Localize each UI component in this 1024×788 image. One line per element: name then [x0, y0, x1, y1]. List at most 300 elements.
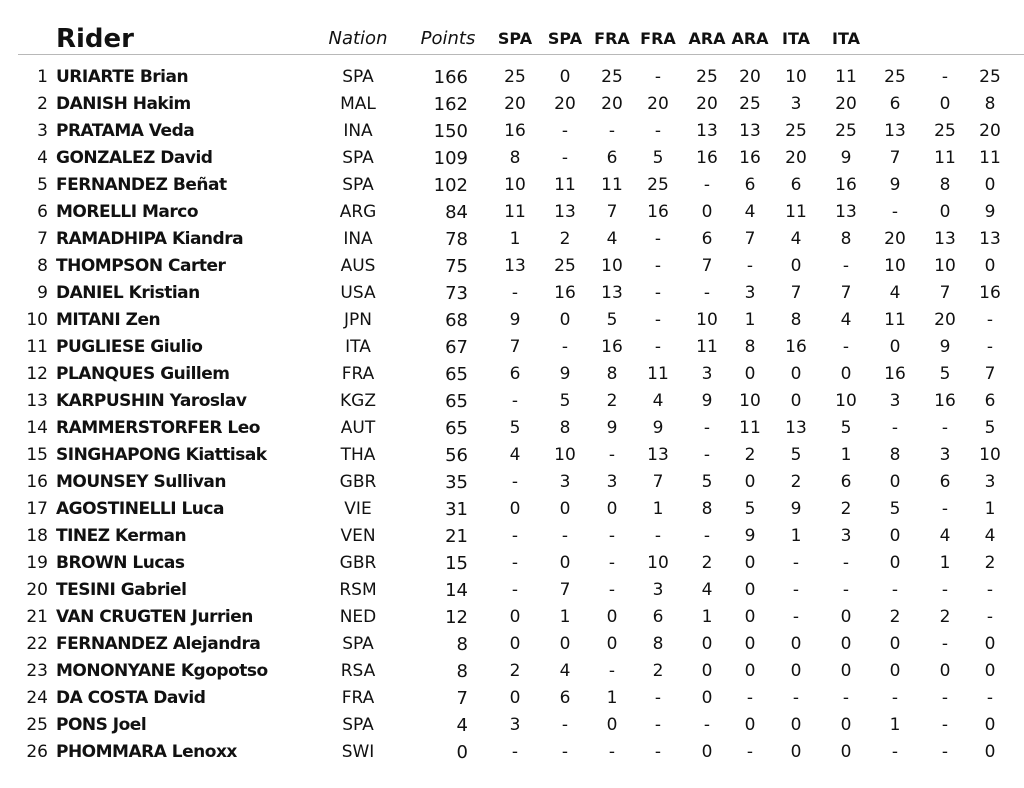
race-result-cell: 13: [554, 202, 576, 222]
points-cell: 4: [456, 715, 468, 736]
race-result-cell: -: [792, 688, 800, 708]
race-result-cell: 8: [840, 229, 852, 249]
race-result-cell: -: [842, 337, 850, 357]
race-result-cell: 10: [934, 256, 956, 276]
points-cell: 7: [456, 688, 468, 709]
header-race-10: [925, 22, 965, 56]
race-result-cell: 16: [884, 364, 906, 384]
points-cell: 8: [456, 661, 468, 682]
nation-cell: JPN: [344, 310, 372, 330]
rider-name-cell: AGOSTINELLI Luca: [56, 499, 224, 519]
table-row: [0, 685, 1024, 712]
race-result-cell: 4: [840, 310, 852, 330]
race-result-cell: -: [511, 472, 519, 492]
race-result-cell: 16: [696, 148, 718, 168]
race-result-cell: 13: [934, 229, 956, 249]
table-row: [0, 280, 1024, 307]
race-result-cell: 0: [744, 634, 756, 654]
race-result-cell: -: [654, 256, 662, 276]
race-result-cell: -: [703, 418, 711, 438]
rider-rows: [0, 64, 1024, 766]
table-row: [0, 361, 1024, 388]
race-result-cell: 0: [744, 553, 756, 573]
nation-cell: RSA: [340, 661, 376, 681]
points-cell: 102: [433, 175, 468, 196]
race-result-cell: 0: [889, 526, 901, 546]
race-result-cell: 8: [652, 634, 664, 654]
race-result-cell: 0: [509, 499, 521, 519]
race-result-cell: -: [986, 607, 994, 627]
nation-cell: RSM: [339, 580, 377, 600]
race-result-cell: 9: [744, 526, 756, 546]
rider-name-cell: VAN CRUGTEN Jurrien: [56, 607, 253, 627]
race-result-cell: 4: [984, 526, 996, 546]
race-result-cell: 11: [884, 310, 906, 330]
race-result-cell: 9: [652, 418, 664, 438]
race-result-cell: 16: [647, 202, 669, 222]
table-row: [0, 334, 1024, 361]
race-result-cell: 0: [606, 715, 618, 735]
race-result-cell: 0: [939, 661, 951, 681]
points-cell: 0: [456, 742, 468, 763]
race-result-cell: 8: [559, 418, 571, 438]
position-cell: 3: [37, 121, 48, 141]
race-result-cell: 13: [884, 121, 906, 141]
race-result-cell: -: [654, 742, 662, 762]
race-result-cell: 2: [790, 472, 802, 492]
race-result-cell: 2: [559, 229, 571, 249]
race-result-cell: -: [842, 256, 850, 276]
race-result-cell: 0: [889, 634, 901, 654]
race-result-cell: 6: [652, 607, 664, 627]
rider-name-cell: RAMMERSTORFER Leo: [56, 418, 260, 438]
race-result-cell: -: [608, 445, 616, 465]
race-result-cell: 20: [884, 229, 906, 249]
race-result-cell: -: [511, 526, 519, 546]
position-cell: 21: [26, 607, 48, 627]
race-result-cell: 2: [606, 391, 618, 411]
nation-cell: MAL: [340, 94, 376, 114]
race-result-cell: 11: [696, 337, 718, 357]
header-points: Points: [420, 28, 476, 49]
race-result-cell: -: [891, 742, 899, 762]
race-result-cell: 20: [739, 67, 761, 87]
race-result-cell: 1: [984, 499, 996, 519]
table-row: [0, 199, 1024, 226]
nation-cell: AUT: [340, 418, 376, 438]
race-result-cell: 6: [509, 364, 521, 384]
rider-name-cell: GONZALEZ David: [56, 148, 213, 168]
race-result-cell: 5: [790, 445, 802, 465]
points-cell: 65: [445, 391, 468, 412]
race-result-cell: 0: [744, 472, 756, 492]
race-result-cell: 4: [559, 661, 571, 681]
race-result-cell: 1: [790, 526, 802, 546]
race-result-cell: -: [561, 715, 569, 735]
race-result-cell: 7: [889, 148, 901, 168]
race-result-cell: -: [941, 418, 949, 438]
race-result-cell: 6: [939, 472, 951, 492]
nation-cell: GBR: [339, 553, 377, 573]
header-rider: Rider: [56, 24, 134, 54]
race-result-cell: 1: [652, 499, 664, 519]
nation-cell: GBR: [339, 472, 377, 492]
race-result-cell: 25: [647, 175, 669, 195]
race-result-cell: 3: [744, 283, 756, 303]
race-result-cell: 16: [504, 121, 526, 141]
table-row: [0, 631, 1024, 658]
table-row: [0, 523, 1024, 550]
race-result-cell: 4: [652, 391, 664, 411]
position-cell: 7: [37, 229, 48, 249]
race-result-cell: 25: [979, 67, 1001, 87]
position-cell: 13: [26, 391, 48, 411]
position-cell: 16: [26, 472, 48, 492]
table-row: [0, 658, 1024, 685]
race-result-cell: -: [561, 121, 569, 141]
race-result-cell: 13: [647, 445, 669, 465]
race-result-cell: 3: [984, 472, 996, 492]
race-result-cell: 2: [939, 607, 951, 627]
header-race-4: FRA: [640, 29, 676, 48]
position-cell: 23: [26, 661, 48, 681]
rider-name-cell: BROWN Lucas: [56, 553, 185, 573]
nation-cell: FRA: [341, 688, 375, 708]
race-result-cell: 0: [606, 634, 618, 654]
race-result-cell: 6: [606, 148, 618, 168]
race-result-cell: -: [941, 580, 949, 600]
race-result-cell: 0: [509, 688, 521, 708]
race-result-cell: 2: [652, 661, 664, 681]
race-result-cell: -: [511, 283, 519, 303]
table-row: [0, 253, 1024, 280]
race-result-cell: -: [941, 688, 949, 708]
race-result-cell: 0: [840, 661, 852, 681]
race-result-cell: 0: [701, 661, 713, 681]
header-race-1: SPA: [497, 29, 533, 48]
points-cell: 8: [456, 634, 468, 655]
race-result-cell: 3: [939, 445, 951, 465]
race-result-cell: 5: [701, 472, 713, 492]
position-cell: 25: [26, 715, 48, 735]
race-result-cell: 7: [509, 337, 521, 357]
race-result-cell: 3: [790, 94, 802, 114]
race-result-cell: -: [746, 256, 754, 276]
race-result-cell: 20: [934, 310, 956, 330]
position-cell: 2: [37, 94, 48, 114]
race-result-cell: 10: [835, 391, 857, 411]
points-cell: 35: [445, 472, 468, 493]
race-result-cell: 6: [840, 472, 852, 492]
race-result-cell: 4: [790, 229, 802, 249]
race-result-cell: 25: [934, 121, 956, 141]
race-result-cell: 6: [559, 688, 571, 708]
race-result-cell: 2: [744, 445, 756, 465]
table-row: [0, 226, 1024, 253]
points-cell: 162: [433, 94, 468, 115]
race-result-cell: 5: [984, 418, 996, 438]
race-result-cell: 13: [601, 283, 623, 303]
race-result-cell: 4: [889, 283, 901, 303]
race-result-cell: 1: [606, 688, 618, 708]
race-result-cell: 8: [889, 445, 901, 465]
race-result-cell: 13: [739, 121, 761, 141]
race-result-cell: 20: [696, 94, 718, 114]
race-result-cell: 0: [559, 310, 571, 330]
race-result-cell: 1: [889, 715, 901, 735]
race-result-cell: 8: [701, 499, 713, 519]
race-result-cell: -: [941, 742, 949, 762]
race-result-cell: 0: [840, 607, 852, 627]
race-result-cell: 0: [790, 715, 802, 735]
race-result-cell: 13: [835, 202, 857, 222]
race-result-cell: 0: [559, 634, 571, 654]
points-cell: 56: [445, 445, 468, 466]
race-result-cell: -: [792, 607, 800, 627]
points-cell: 15: [445, 553, 468, 574]
race-result-cell: -: [746, 742, 754, 762]
race-result-cell: 0: [790, 391, 802, 411]
race-result-cell: -: [842, 553, 850, 573]
race-result-cell: 1: [939, 553, 951, 573]
points-cell: 166: [433, 67, 468, 88]
position-cell: 18: [26, 526, 48, 546]
table-row: [0, 550, 1024, 577]
race-result-cell: 11: [835, 67, 857, 87]
points-cell: 31: [445, 499, 468, 520]
race-result-cell: -: [511, 553, 519, 573]
nation-cell: SPA: [342, 67, 374, 87]
header-race-9: [875, 22, 915, 56]
position-cell: 19: [26, 553, 48, 573]
race-result-cell: 16: [785, 337, 807, 357]
nation-cell: KGZ: [340, 391, 376, 411]
rider-name-cell: PLANQUES Guillem: [56, 364, 230, 384]
race-result-cell: -: [608, 742, 616, 762]
race-result-cell: 0: [984, 175, 996, 195]
race-result-cell: 0: [790, 364, 802, 384]
header-race-3: FRA: [594, 29, 630, 48]
header-race-6: ARA: [731, 29, 769, 48]
rider-name-cell: PONS Joel: [56, 715, 147, 735]
race-result-cell: -: [654, 229, 662, 249]
header-race-2: SPA: [547, 29, 583, 48]
rider-name-cell: RAMADHIPA Kiandra: [56, 229, 244, 249]
race-result-cell: 2: [984, 553, 996, 573]
points-cell: 14: [445, 580, 468, 601]
race-result-cell: 10: [739, 391, 761, 411]
race-result-cell: 8: [744, 337, 756, 357]
race-result-cell: 20: [601, 94, 623, 114]
race-result-cell: -: [792, 553, 800, 573]
race-result-cell: -: [654, 337, 662, 357]
race-result-cell: -: [608, 526, 616, 546]
table-row: [0, 739, 1024, 766]
nation-cell: ARG: [339, 202, 377, 222]
nation-cell: SWI: [341, 742, 375, 762]
race-result-cell: -: [703, 526, 711, 546]
position-cell: 14: [26, 418, 48, 438]
race-result-cell: 16: [979, 283, 1001, 303]
table-row: [0, 172, 1024, 199]
race-result-cell: 10: [884, 256, 906, 276]
race-result-cell: -: [986, 580, 994, 600]
race-result-cell: 9: [790, 499, 802, 519]
race-result-cell: 0: [509, 634, 521, 654]
race-result-cell: 0: [984, 634, 996, 654]
race-result-cell: 0: [744, 607, 756, 627]
points-cell: 84: [445, 202, 468, 223]
race-result-cell: -: [511, 580, 519, 600]
rider-name-cell: MOUNSEY Sullivan: [56, 472, 226, 492]
points-cell: 75: [445, 256, 468, 277]
race-result-cell: 6: [790, 175, 802, 195]
rider-name-cell: URIARTE Brian: [56, 67, 189, 87]
nation-cell: INA: [343, 229, 373, 249]
race-result-cell: 11: [979, 148, 1001, 168]
race-result-cell: 3: [701, 364, 713, 384]
race-result-cell: 4: [701, 580, 713, 600]
race-result-cell: -: [654, 715, 662, 735]
race-result-cell: 20: [504, 94, 526, 114]
race-result-cell: -: [986, 310, 994, 330]
race-result-cell: 3: [606, 472, 618, 492]
race-result-cell: 2: [701, 553, 713, 573]
race-result-cell: 13: [504, 256, 526, 276]
nation-cell: SPA: [342, 715, 374, 735]
race-result-cell: 8: [606, 364, 618, 384]
nation-cell: USA: [340, 283, 376, 303]
race-result-cell: 3: [509, 715, 521, 735]
race-result-cell: 0: [790, 256, 802, 276]
nation-cell: INA: [343, 121, 373, 141]
race-result-cell: -: [654, 526, 662, 546]
race-result-cell: 7: [984, 364, 996, 384]
race-result-cell: -: [703, 283, 711, 303]
rider-name-cell: SINGHAPONG Kiattisak: [56, 445, 267, 465]
race-result-cell: 6: [984, 391, 996, 411]
race-result-cell: 11: [504, 202, 526, 222]
race-result-cell: 25: [739, 94, 761, 114]
points-cell: 150: [433, 121, 468, 142]
race-result-cell: 0: [701, 688, 713, 708]
race-result-cell: 0: [840, 364, 852, 384]
race-result-cell: 0: [744, 580, 756, 600]
position-cell: 10: [26, 310, 48, 330]
header-race-11: [970, 22, 1010, 56]
table-row: [0, 118, 1024, 145]
position-cell: 1: [37, 67, 48, 87]
table-row: [0, 388, 1024, 415]
race-result-cell: -: [654, 67, 662, 87]
race-result-cell: 0: [984, 715, 996, 735]
race-result-cell: -: [891, 202, 899, 222]
position-cell: 8: [37, 256, 48, 276]
race-result-cell: 0: [744, 364, 756, 384]
table-row: [0, 577, 1024, 604]
race-result-cell: 2: [889, 607, 901, 627]
points-cell: 65: [445, 364, 468, 385]
race-result-cell: 0: [606, 607, 618, 627]
rider-name-cell: PUGLIESE Giulio: [56, 337, 203, 357]
race-result-cell: -: [792, 580, 800, 600]
race-result-cell: -: [608, 580, 616, 600]
nation-cell: AUS: [340, 256, 376, 276]
rider-name-cell: MORELLI Marco: [56, 202, 199, 222]
race-result-cell: 3: [559, 472, 571, 492]
race-result-cell: 0: [889, 553, 901, 573]
race-result-cell: -: [608, 553, 616, 573]
position-cell: 22: [26, 634, 48, 654]
race-result-cell: 0: [840, 715, 852, 735]
race-result-cell: 0: [889, 337, 901, 357]
race-result-cell: -: [891, 418, 899, 438]
race-result-cell: 10: [979, 445, 1001, 465]
race-result-cell: 7: [790, 283, 802, 303]
race-result-cell: 0: [559, 67, 571, 87]
race-result-cell: 0: [939, 94, 951, 114]
race-result-cell: 1: [509, 229, 521, 249]
race-result-cell: 0: [559, 553, 571, 573]
nation-cell: VIE: [344, 499, 372, 519]
race-result-cell: 25: [601, 67, 623, 87]
rider-name-cell: KARPUSHIN Yaroslav: [56, 391, 247, 411]
race-result-cell: 13: [979, 229, 1001, 249]
race-result-cell: 16: [835, 175, 857, 195]
table-row: [0, 496, 1024, 523]
race-result-cell: 0: [790, 634, 802, 654]
header-nation: Nation: [328, 28, 388, 49]
race-result-cell: 9: [509, 310, 521, 330]
race-result-cell: 7: [701, 256, 713, 276]
points-cell: 68: [445, 310, 468, 331]
race-result-cell: 4: [509, 445, 521, 465]
race-result-cell: 7: [652, 472, 664, 492]
rider-name-cell: DANISH Hakim: [56, 94, 191, 114]
race-result-cell: 1: [701, 607, 713, 627]
position-cell: 24: [26, 688, 48, 708]
race-result-cell: -: [654, 688, 662, 708]
race-result-cell: 25: [884, 67, 906, 87]
position-cell: 15: [26, 445, 48, 465]
race-result-cell: 0: [744, 715, 756, 735]
race-result-cell: 8: [790, 310, 802, 330]
nation-cell: NED: [339, 607, 377, 627]
race-result-cell: 0: [701, 634, 713, 654]
race-result-cell: 1: [559, 607, 571, 627]
race-result-cell: 7: [606, 202, 618, 222]
rider-name-cell: PRATAMA Veda: [56, 121, 195, 141]
race-result-cell: 0: [559, 499, 571, 519]
points-cell: 65: [445, 418, 468, 439]
race-result-cell: 11: [785, 202, 807, 222]
table-row: [0, 604, 1024, 631]
position-cell: 20: [26, 580, 48, 600]
rider-name-cell: TINEZ Kerman: [56, 526, 187, 546]
race-result-cell: 0: [984, 256, 996, 276]
race-result-cell: -: [561, 148, 569, 168]
race-result-cell: -: [654, 121, 662, 141]
race-result-cell: 9: [889, 175, 901, 195]
race-result-cell: -: [986, 688, 994, 708]
race-result-cell: 9: [939, 337, 951, 357]
race-result-cell: 1: [840, 445, 852, 465]
rider-name-cell: MITANI Zen: [56, 310, 161, 330]
race-result-cell: 7: [840, 283, 852, 303]
race-result-cell: 9: [840, 148, 852, 168]
race-result-cell: 4: [939, 526, 951, 546]
race-result-cell: 20: [979, 121, 1001, 141]
